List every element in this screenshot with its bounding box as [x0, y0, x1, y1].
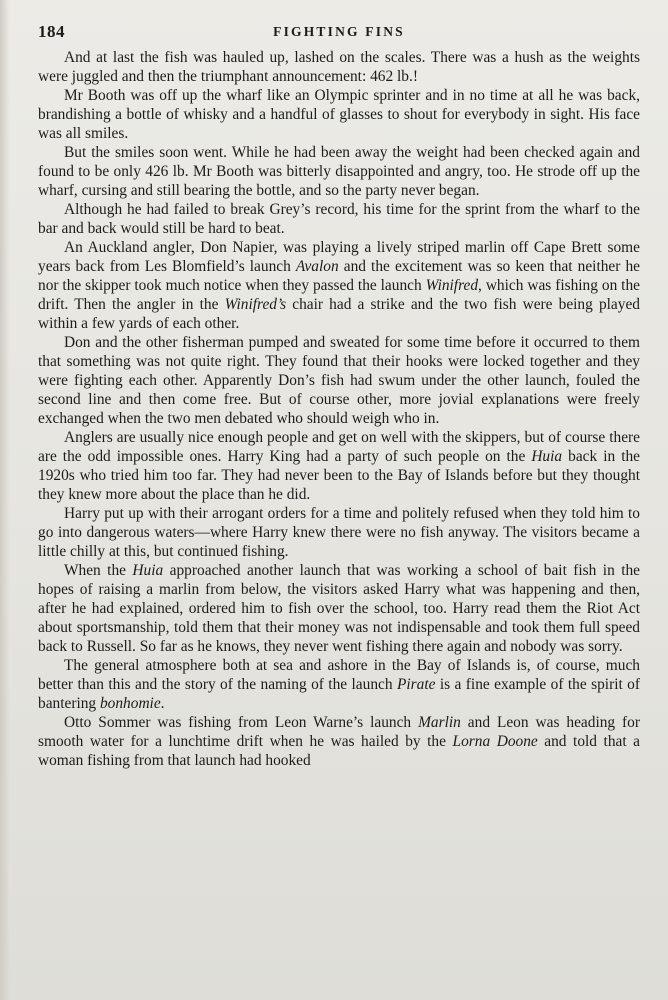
paragraph	[38, 200, 640, 238]
text-run: And at last the fish was hauled up, lashed on the scales. There was a hush as the weights were juggled and then the triumphant announcement: 462 lb.!	[38, 49, 640, 85]
running-title: FIGHTING FINS	[273, 24, 405, 39]
text-run: Mr Booth was off up the wharf like an Olympic sprinter and in no time at all he was back, brandishing a bottle of whisky and a handful of glasses to shout for everybody in sight. His face was all smiles.	[38, 87, 640, 142]
paragraph	[38, 48, 640, 86]
text-run: Anglers are usually nice enough people and get on well with the skippers, but of course there are the odd impossible ones. Harry King had a party of such people on the	[38, 429, 640, 465]
text-run: .	[160, 695, 165, 712]
text-run: Don and the other fisherman pumped and sweated for some time before it occurred to them that something was not quite right. They found that their hooks were locked together and they were fighting each other. Apparently Don’s fish had swum under the other launch, fouled the second line and then come free. But of course other, more jovial explanations were freely exchanged when the two men debated who should weigh who in.	[38, 334, 640, 427]
italic-text: Winifred’s	[224, 296, 287, 313]
text-run: is a fine example of the spirit of bantering	[38, 676, 640, 712]
page-number: 184	[38, 22, 65, 41]
text-run: and Leon was heading for smooth water for a lunchtime drift when he was hailed by the	[38, 714, 641, 750]
running-head	[38, 18, 640, 44]
paragraph	[38, 713, 640, 770]
paragraph	[38, 561, 640, 656]
text-run: Otto Sommer was fishing from Leon Warne’s launch	[64, 714, 419, 731]
italic-text: Winifred	[425, 277, 479, 294]
italic-text: Marlin	[418, 714, 461, 731]
text-run: Harry put up with their arrogant orders for a time and politely refused when they told him to go into dangerous waters—where Harry knew there were no fish anyway. The visitors became a little chilly at this, but continued fishing.	[38, 505, 640, 560]
text-run: approached another launch that was working a school of bait fish in the hopes of raising a marlin from below, the visitors asked Harry what was happening and then, after he had explained, ordered him to fish over the school, too. Harry read them the Riot Act about sportsmanship, told them that their money was not indispensable and took them full speed back to Russell. So far as he knows, they never went fishing there again and nobody was sorry.	[38, 562, 641, 655]
text-run: chair had a strike and the two fish were being played within a few yards of each other.	[38, 296, 640, 332]
italic-text: Pirate	[396, 676, 436, 693]
italic-text: Huia	[132, 562, 164, 579]
paragraph	[38, 86, 640, 143]
body-text	[38, 48, 640, 770]
italic-text: Huia	[531, 448, 563, 465]
text-run: and told that a woman fishing from that launch had hooked	[38, 733, 641, 769]
text-run: back in the 1920s who tried him too far. They had never been to the Bay of Islands before but they thought they knew more about the place than he did.	[38, 448, 640, 503]
paragraph	[38, 143, 640, 200]
paragraph	[38, 504, 640, 561]
paragraph	[38, 238, 640, 333]
text-run: An Auckland angler, Don Napier, was playing a lively striped marlin off Cape Brett some years back from Les Blomfield’s launch	[38, 239, 640, 275]
text-run: , which was fishing on the drift. Then the angler in the	[38, 277, 640, 313]
text-run: When the	[64, 562, 133, 579]
text-run: and the excitement was so keen that neither he nor the skipper took much notice when they passed the launch	[38, 258, 640, 294]
paragraph	[38, 656, 640, 713]
italic-text: Lorna Doone	[452, 733, 538, 750]
paragraph	[38, 428, 640, 504]
text-run: But the smiles soon went. While he had been away the weight had been checked again and found to be only 426 lb. Mr Booth was bitterly disappointed and angry, too. He strode off up the wharf, cursing and still bearing the bottle, and so the party never began.	[38, 144, 640, 199]
text-run: Although he had failed to break Grey’s record, his time for the sprint from the wharf to the bar and back would still be hard to beat.	[38, 201, 640, 237]
italic-text: bonhomie	[99, 695, 161, 712]
italic-text: Avalon	[295, 258, 339, 275]
text-run: The general atmosphere both at sea and ashore in the Bay of Islands is, of course, much better than this and the story of the naming of the launch	[38, 657, 640, 693]
paragraph	[38, 333, 640, 428]
